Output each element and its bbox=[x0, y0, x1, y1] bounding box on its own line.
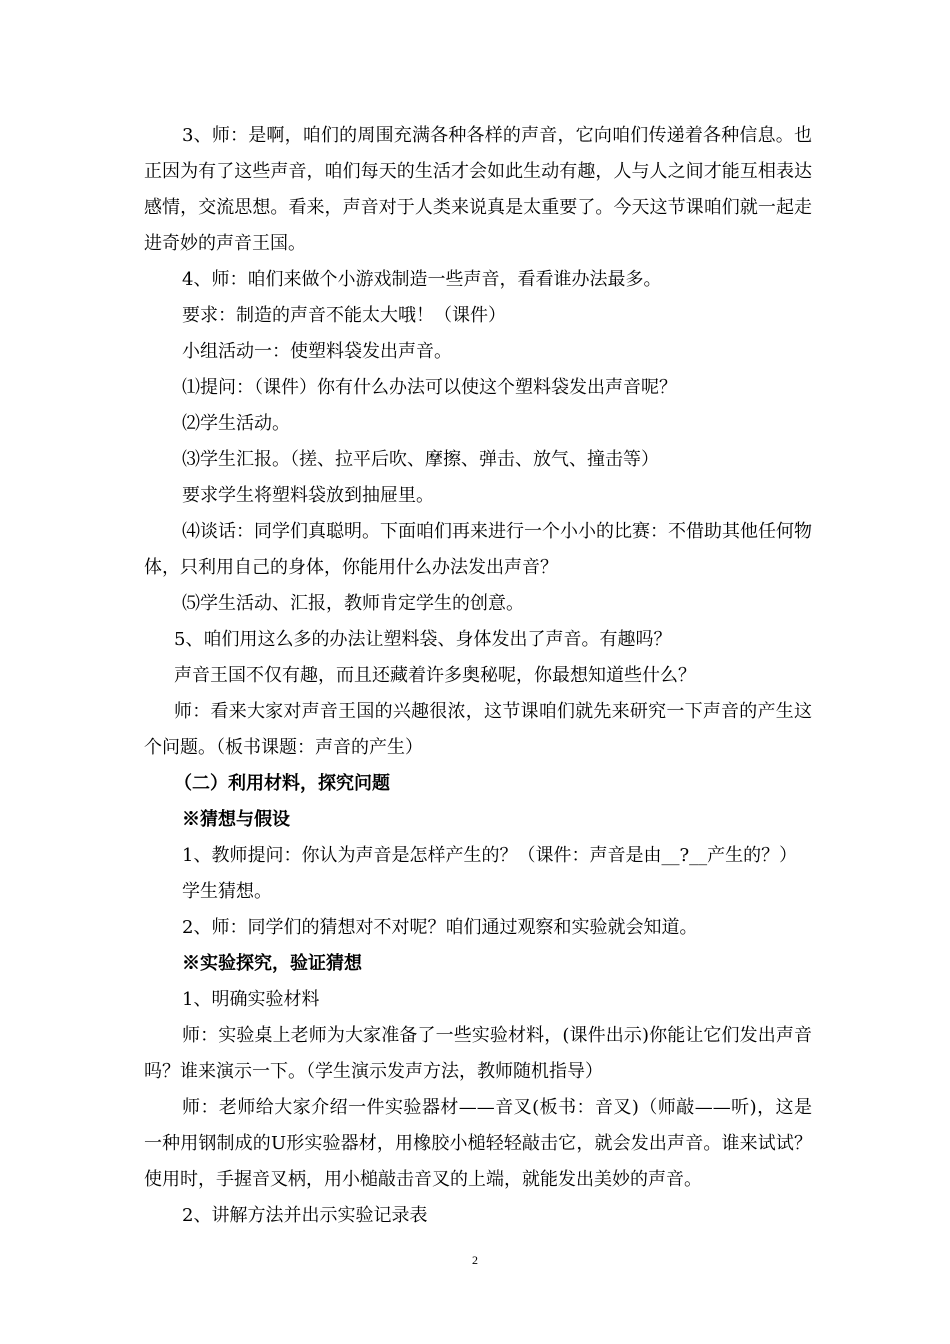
paragraph-step-4: ⑷谈话：同学们真聪明。下面咱们再来进行一个小小的比赛：不借助其他任何物体，只利用自己的身体，你能用什么办法发出声音？ bbox=[144, 521, 812, 578]
paragraph-sound-kingdom: 声音王国不仅有趣，而且还藏着许多奥秘呢，你最想知道些什么？ bbox=[174, 665, 696, 686]
paragraph-step-1: ⑴提问：（课件）你有什么办法可以使这个塑料袋发出声音呢？ bbox=[182, 377, 677, 398]
paragraph-demo: 师：实验桌上老师为大家准备了一些实验材料，(课件出示)你能让它们发出声音吗？谁来演示一下。（学生演示发声方法，教师随机指导） bbox=[144, 1025, 812, 1082]
paragraph-requirement: 要求：制造的声音不能太大哦！（课件） bbox=[182, 305, 506, 326]
paragraph-topic: 师：看来大家对声音王国的兴趣很浓，这节课咱们就先来研究一下声音的产生这个问题。（板书课题：声音的产生） bbox=[144, 701, 812, 758]
paragraph-teacher-intro: 3、师：是啊，咱们的周围充满各种各样的声音，它向咱们传递着各种信息。也正因为有了这些声音，咱们每天的生活才会如此生动有趣，人与人之间才能互相表达感情，交流思想。看来，声音对于人类来说真是太重要了。今天这节课咱们就一起走进奇妙的声音王国。 bbox=[144, 125, 812, 254]
paragraph-item-5: 5、咱们用这么多的办法让塑料袋、身体发出了声音。有趣吗？ bbox=[174, 629, 672, 650]
paragraph-step-2: ⑵学生活动。 bbox=[182, 413, 290, 434]
paragraph-put-away: 要求学生将塑料袋放到抽屉里。 bbox=[182, 485, 434, 506]
subheading-hypothesis: ※猜想与假设 bbox=[182, 809, 290, 830]
paragraph-step-5: ⑸学生活动、汇报，教师肯定学生的创意。 bbox=[182, 593, 524, 614]
document-body bbox=[144, 118, 812, 1234]
paragraph-group-activity: 小组活动一：使塑料袋发出声音。 bbox=[182, 341, 452, 362]
paragraph-step-3: ⑶学生汇报。（搓、拉平后吹、摩擦、弹击、放气、撞击等） bbox=[182, 449, 659, 470]
paragraph-game: 4、师：咱们来做个小游戏制造一些声音，看看谁办法最多。 bbox=[182, 269, 662, 290]
paragraph-question: 1、教师提问：你认为声音是怎样产生的？（课件：声音是由__?__产生的？） bbox=[182, 845, 798, 866]
paragraph-materials: 1、明确实验材料 bbox=[182, 989, 320, 1010]
paragraph-tuning-fork: 师：老师给大家介绍一件实验器材——音叉(板书：音叉)（师敲——听)，这是一种用钢制成的U形实验器材，用橡胶小槌轻轻敲击它，就会发出声音。谁来试试？使用时，手握音叉柄，用小槌敲击音叉的上端，就能发出美妙的声音。 bbox=[144, 1097, 812, 1190]
subheading-experiment: ※实验探究，验证猜想 bbox=[182, 953, 362, 974]
paragraph-verify: 2、师：同学们的猜想对不对呢？咱们通过观察和实验就会知道。 bbox=[182, 917, 698, 938]
paragraph-method: 2、讲解方法并出示实验记录表 bbox=[182, 1205, 428, 1226]
paragraph-guess: 学生猜想。 bbox=[182, 881, 272, 902]
page-number: 2 bbox=[472, 1253, 478, 1267]
section-heading-explore: （二）利用材料，探究问题 bbox=[174, 773, 390, 794]
